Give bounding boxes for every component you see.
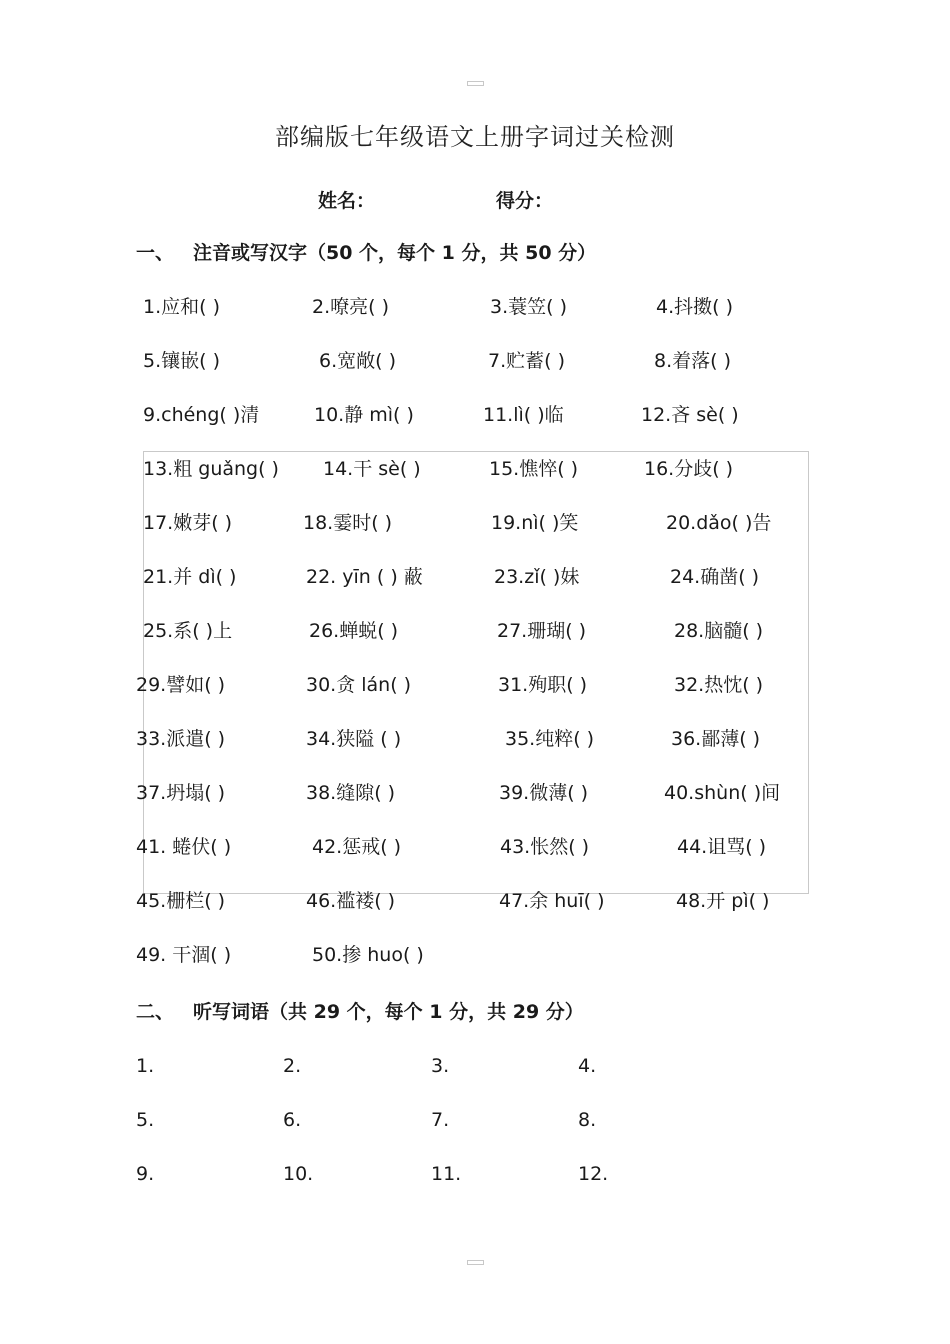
dictation-item: 9. <box>136 1163 155 1185</box>
question-item: 5.镶嵌( ) <box>143 350 220 372</box>
dictation-item: 7. <box>431 1109 450 1131</box>
section2-heading: 听写词语（共 29 个，每个 1 分，共 29 分） <box>193 1001 584 1023</box>
page-title: 部编版七年级语文上册字词过关检测 <box>275 123 675 151</box>
dictation-item: 3. <box>431 1055 450 1077</box>
question-item: 10.静 mì( ) <box>314 404 414 426</box>
question-item: 27.珊瑚( ) <box>497 620 587 642</box>
question-item: 30.贪 lán( ) <box>306 674 412 696</box>
question-item: 50.掺 huo( ) <box>312 944 424 966</box>
question-item: 45.栅栏( ) <box>136 890 226 912</box>
question-item: 2.嘹亮( ) <box>312 296 389 318</box>
question-item: 11.lì( )临 <box>483 404 564 426</box>
question-item: 33.派遣( ) <box>136 728 226 750</box>
dictation-item: 8. <box>578 1109 597 1131</box>
page-bottom-marker <box>467 1260 484 1265</box>
dictation-item: 10. <box>283 1163 314 1185</box>
question-item: 1.应和( ) <box>143 296 220 318</box>
dictation-item: 2. <box>283 1055 302 1077</box>
question-item: 9.chéng( )清 <box>143 404 260 426</box>
question-item: 47.余 huī( ) <box>499 890 605 912</box>
question-item: 18.霎时( ) <box>303 512 393 534</box>
question-item: 20.dǎo( )告 <box>666 512 772 534</box>
dictation-item: 12. <box>578 1163 609 1185</box>
question-item: 15.憔悴( ) <box>489 458 579 480</box>
question-item: 25.系( )上 <box>143 620 233 642</box>
question-item: 3.蓑笠( ) <box>490 296 567 318</box>
dictation-item: 6. <box>283 1109 302 1131</box>
question-item: 31.殉职( ) <box>498 674 588 696</box>
question-item: 28.脑髓( ) <box>674 620 764 642</box>
question-item: 49. 干涸( ) <box>136 944 232 966</box>
question-item: 7.贮蓄( ) <box>488 350 565 372</box>
question-item: 41. 蜷伏( ) <box>136 836 232 858</box>
question-item: 22. yīn ( ) 蔽 <box>306 566 423 588</box>
question-item: 8.着落( ) <box>654 350 731 372</box>
question-item: 34.狭隘 ( ) <box>306 728 402 750</box>
question-item: 38.缝隙( ) <box>306 782 396 804</box>
question-item: 26.蝉蜕( ) <box>309 620 399 642</box>
question-item: 12.吝 sè( ) <box>641 404 739 426</box>
question-item: 44.诅骂( ) <box>677 836 767 858</box>
name-label: 姓名： <box>318 190 376 212</box>
question-item: 13.粗 guǎng( ) <box>143 458 279 480</box>
question-item: 14.干 sè( ) <box>323 458 421 480</box>
question-item: 36.鄙薄( ) <box>671 728 761 750</box>
page-top-marker <box>467 81 484 86</box>
question-item: 32.热忱( ) <box>674 674 764 696</box>
question-item: 24.确凿( ) <box>670 566 760 588</box>
question-item: 6.宽敞( ) <box>319 350 396 372</box>
section1-number: 一、 <box>136 242 175 264</box>
dictation-item: 4. <box>578 1055 597 1077</box>
dictation-item: 1. <box>136 1055 155 1077</box>
question-item: 21.并 dì( ) <box>143 566 237 588</box>
question-item: 46.褴褛( ) <box>306 890 396 912</box>
question-item: 40.shùn( )间 <box>664 782 781 804</box>
score-label: 得分： <box>496 190 554 212</box>
question-item: 16.分歧( ) <box>644 458 734 480</box>
question-item: 35.纯粹( ) <box>505 728 595 750</box>
question-item: 39.微薄( ) <box>499 782 589 804</box>
question-item: 43.怅然( ) <box>500 836 590 858</box>
question-item: 19.nì( )笑 <box>491 512 579 534</box>
section1-heading: 注音或写汉字（50 个，每个 1 分，共 50 分） <box>193 242 597 264</box>
question-item: 29.譬如( ) <box>136 674 226 696</box>
question-item: 48.开 pì( ) <box>676 890 770 912</box>
question-item: 37.坍塌( ) <box>136 782 226 804</box>
section2-number: 二、 <box>136 1001 175 1023</box>
dictation-item: 11. <box>431 1163 462 1185</box>
dictation-item: 5. <box>136 1109 155 1131</box>
question-item: 17.嫩芽( ) <box>143 512 233 534</box>
question-item: 4.抖擞( ) <box>656 296 733 318</box>
question-item: 42.惩戒( ) <box>312 836 402 858</box>
question-item: 23.zǐ( )妹 <box>494 566 580 588</box>
